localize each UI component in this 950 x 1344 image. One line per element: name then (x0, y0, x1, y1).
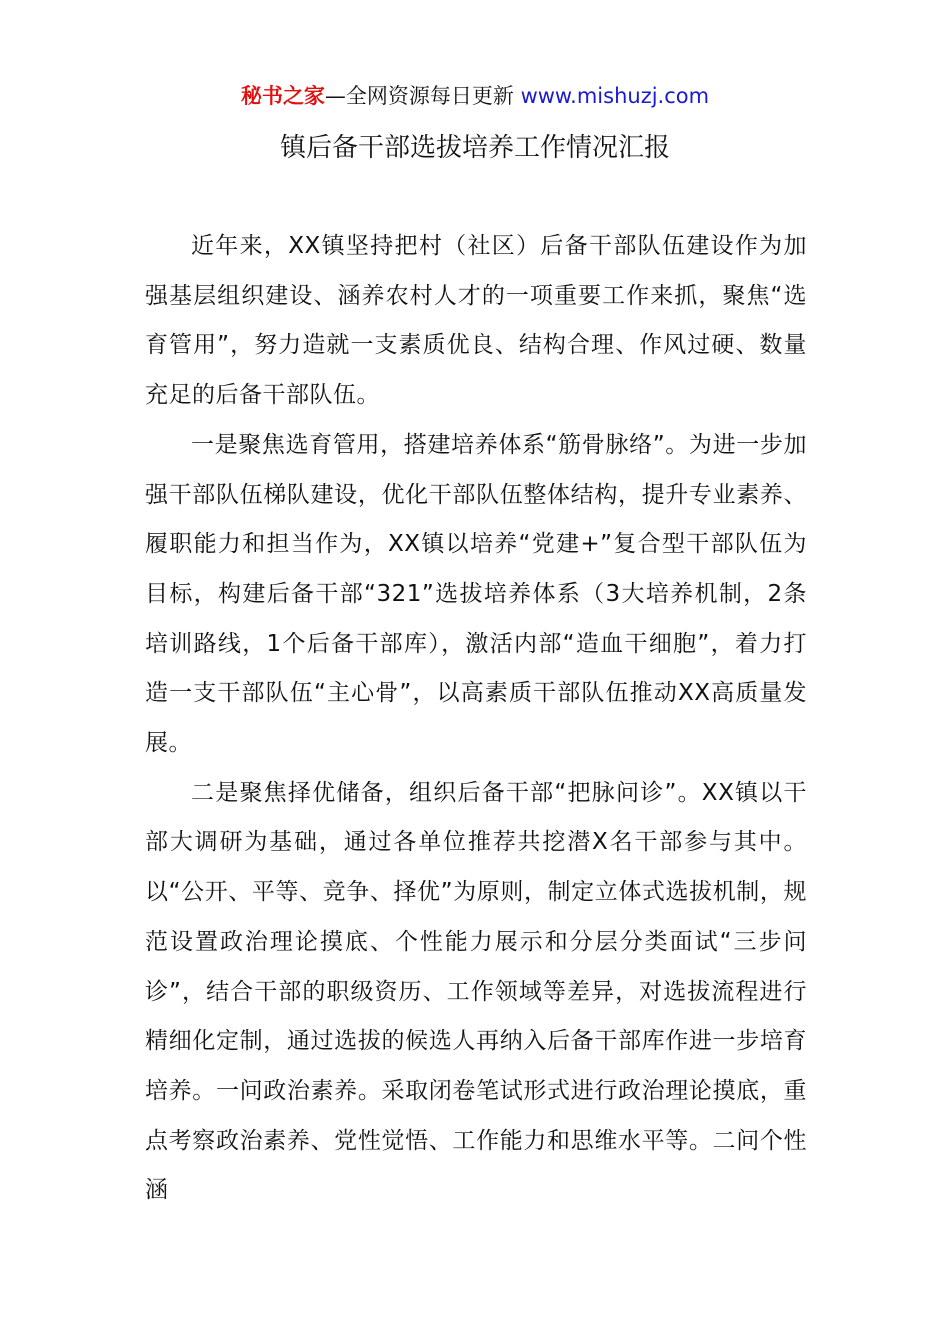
document-title: 镇后备干部选拔培养工作情况汇报 (279, 133, 670, 163)
paragraph-point-two: 二是聚焦择优储备，组织后备干部“把脉问诊”。XX镇以干部大调研为基础，通过各单位推荐共挖潜X名干部参与其中。以“公开、平等、竞争、择优”为原则，制定立体式选拔机制，规范设置政治理论摸底、个性能力展示和分层分类面试“三步问诊”，结合干部的职级资历、工作领域等差异，对选拔流程进行精细化定制，通过选拔的候选人再纳入后备干部库作进一步培育培养。一问政治素养。采取闭卷笔试形式进行政治理论摸底，重点考察政治素养、党性觉悟、工作能力和思维水平等。二问个性涵 (145, 779, 807, 1204)
brand-name: 秘书之家 (240, 84, 325, 108)
site-url-link[interactable]: www.mishuzj.com (520, 84, 710, 108)
header-tagline: —全网资源每日更新 (324, 84, 514, 108)
paragraph-point-one: 一是聚焦选育管用，搭建培养体系“筋骨脉络”。为进一步加强干部队伍梯队建设，优化干部队伍整体结构，提升专业素养、履职能力和担当作为，XX镇以培养“党建+”复合型干部队伍为目标，构建后备干部“321”选拔培养体系（3大培养机制，2条培训路线，1个后备干部库），激活内部“造血干细胞”，着力打造一支干部队伍“主心骨”，以高素质干部队伍推动XX高质量发展。 (145, 431, 807, 757)
paragraph-intro: 近年来，XX镇坚持把村（社区）后备干部队伍建设作为加强基层组织建设、涵养农村人才的一项重要工作来抓，聚焦“选育管用”，努力造就一支素质优良、结构合理、作风过硬、数量充足的后备干部队伍。 (145, 233, 807, 409)
watermark-header (0, 80, 950, 112)
document-body (145, 222, 807, 1216)
